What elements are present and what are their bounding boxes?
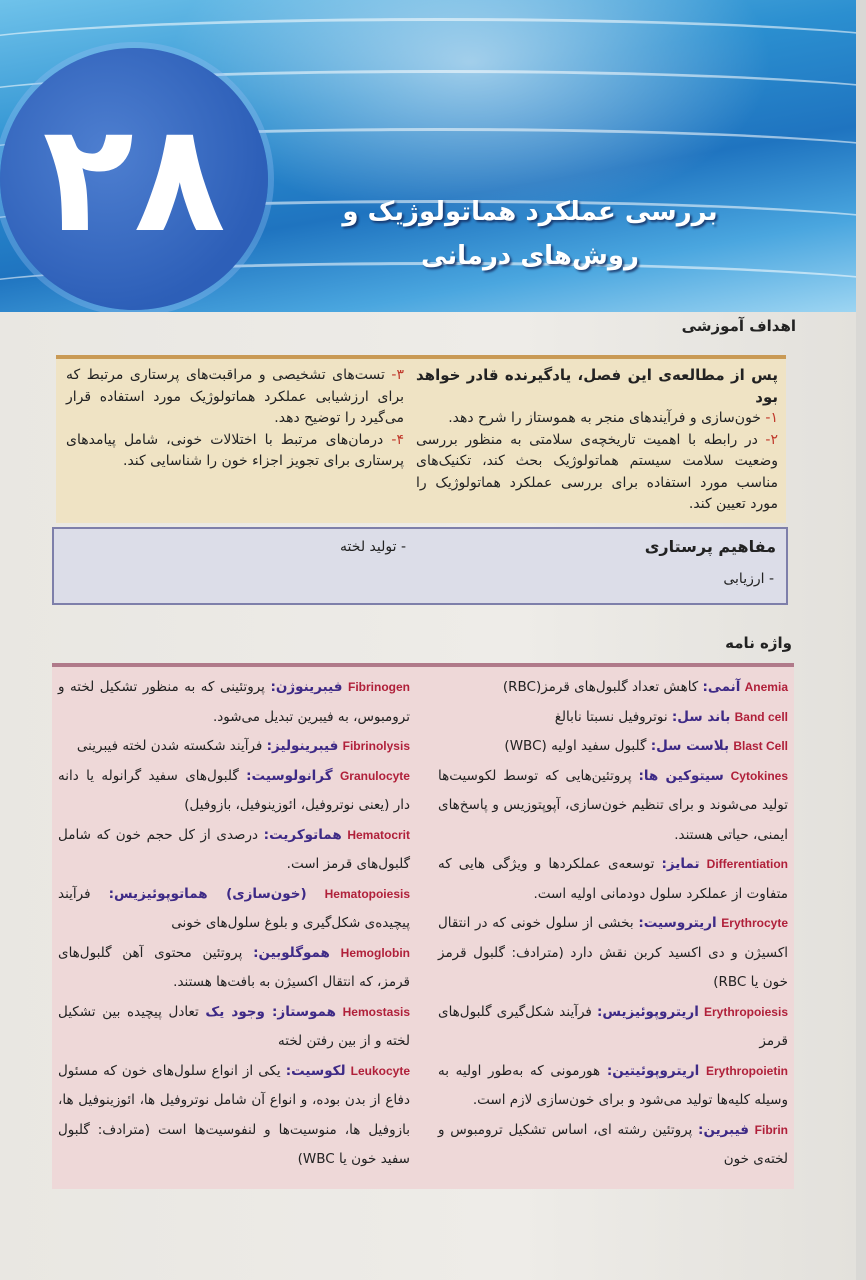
concept-item: - ارزیابی xyxy=(723,571,774,587)
chapter-number: ۲۸ xyxy=(42,92,226,266)
glossary-entry: Hemoglobin هموگلوبین: پروتئین محتوی آهن گلبول‌های قرمز، که انتقال اکسیژن به بافت‌ها هستند. xyxy=(58,944,410,990)
goal-item: ۲- در رابطه با اهمیت تاریخچه‌ی سلامتی به منظور بررسی وضعیت سلامت سیستم هماتولوژیک بحث کند، تکنیک‌های مناسب مورد استفاده برای بررسی عملکرد هماتولوژیک را مورد تعیین کند. xyxy=(416,431,778,512)
goal-item: ۳- تست‌های تشخیصی و مراقبت‌های پرستاری مرتبط که برای ارزشیابی عملکرد هماتولوژیک مورد استفاده قرار می‌گیرد را توضیح دهد. xyxy=(66,367,404,426)
glossary-entry: Erythropoiesis اریتروپوئیزیس: فرآیند شکل‌گیری گلبول‌های قرمز xyxy=(438,1003,788,1049)
glossary-entry: Hematopoiesis (خون‌سازی) هماتوپوئیزیس: فرآیند پیچیده‌ی شکل‌گیری و بلوغ سلول‌های خونی xyxy=(58,885,410,931)
chapter-banner xyxy=(0,0,856,312)
glossary-column-left xyxy=(58,673,410,1175)
glossary-entry: Leukocyte لکوسیت: یکی از انواع سلول‌های خون که مسئول دفاع از بدن بوده، و انواع آن شامل نوتروفیل ها، ائوزینوفیل ها، بازوفیل ها، منوسیت‌ها و لنفوسیت‌ها است (مترادف: گلبول سفید خون یا WBC) xyxy=(58,1062,410,1167)
glossary-entry: Fibrinogen فیبرینوژن: پروتئینی که به منظور تشکیل لخته و ترومبوس، به فیبرین تبدیل می‌شود. xyxy=(58,679,410,725)
goals-heading: اهداف آموزشی xyxy=(681,317,796,335)
goal-item: ۴- درمان‌های مرتبط با اختلالات خونی، شامل پیامدهای پرستاری برای تجویز اجزاء خون را شناسایی کند. xyxy=(66,431,404,469)
glossary-heading: واژه نامه xyxy=(725,634,792,652)
glossary-entry: Granulocyte گرانولوسیت: گلبول‌های سفید گرانوله یا دانه دار (یعنی نوتروفیل، ائوزینوفیل، بازوفیل) xyxy=(58,767,410,813)
nursing-concepts-box xyxy=(52,527,788,605)
chapter-title: بررسی عملکرد هماتولوژیک و روش‌های درمانی xyxy=(342,197,718,271)
glossary-entry: Differentiation تمایز: توسعه‌ی عملکردها و ویژگی هایی که متفاوت از عملکرد سلول دودمانی اولیه است. xyxy=(438,856,788,902)
chapter-number-badge xyxy=(0,48,268,310)
goals-column-right xyxy=(416,365,778,516)
glossary-column-right xyxy=(438,673,788,1175)
glossary-entry: Blast Cell بلاست سل: گلبول سفید اولیه (WBC) xyxy=(504,738,788,754)
glossary-entry: Anemia آنمی: کاهش تعداد گلبول‌های قرمز(RBC) xyxy=(502,679,788,695)
concepts-heading: مفاهیم پرستاری xyxy=(644,537,776,556)
goal-item: ۱- خون‌سازی و فرآیندهای منجر به هموستاز را شرح دهد. xyxy=(448,410,778,426)
goals-intro: پس از مطالعه‌ی این فصل، یادگیرنده قادر خواهد بود xyxy=(416,366,778,406)
glossary-entry: Cytokines سیتوکین ها: پروتئین‌هایی که توسط لکوسیت‌ها تولید می‌شوند و برای تنظیم خون‌سازی، آپوپتوزیس و پاسخ‌های ایمنی، حیاتی هستند. xyxy=(438,767,788,843)
concept-item: - تولید لخته xyxy=(340,539,406,555)
glossary-entry: Band cell باند سل: نوتروفیل نسبتا نابالغ xyxy=(554,708,788,725)
glossary-entry: Fibrinolysis فیبرینولیز: فرآیند شکسته شدن لخته فیبرینی xyxy=(76,738,410,754)
glossary-entry: Fibrin فیبرین: پروتئین رشته ای، اساس تشکیل ترومبوس و لخته‌ی خون xyxy=(438,1121,788,1167)
glossary-entry: Hemostasis هموستاز: وجود یک تعادل پیچیده بین تشکیل لخته و از بین رفتن لخته xyxy=(58,1003,411,1049)
glossary-entry: Erythropoietin اریتروپوئیتین: هورمونی که به‌طور اولیه به وسیله کلیه‌ها تولید می‌شود و برای خون‌سازی لازم است. xyxy=(438,1062,788,1108)
glossary-box xyxy=(52,663,794,1189)
glossary-entry: Erythrocyte اریتروسیت: بخشی از سلول خونی که در انتقال اکسیژن و دی اکسید کربن نقش دارد (مترادف: گلبول قرمز خون یا RBC) xyxy=(438,915,788,990)
glossary-entry: Hematocrit هماتوکریت: درصدی از کل حجم خون که شامل گلبول‌های قرمز است. xyxy=(58,826,411,872)
learning-goals-box xyxy=(56,355,786,523)
goals-column-left xyxy=(66,365,404,473)
